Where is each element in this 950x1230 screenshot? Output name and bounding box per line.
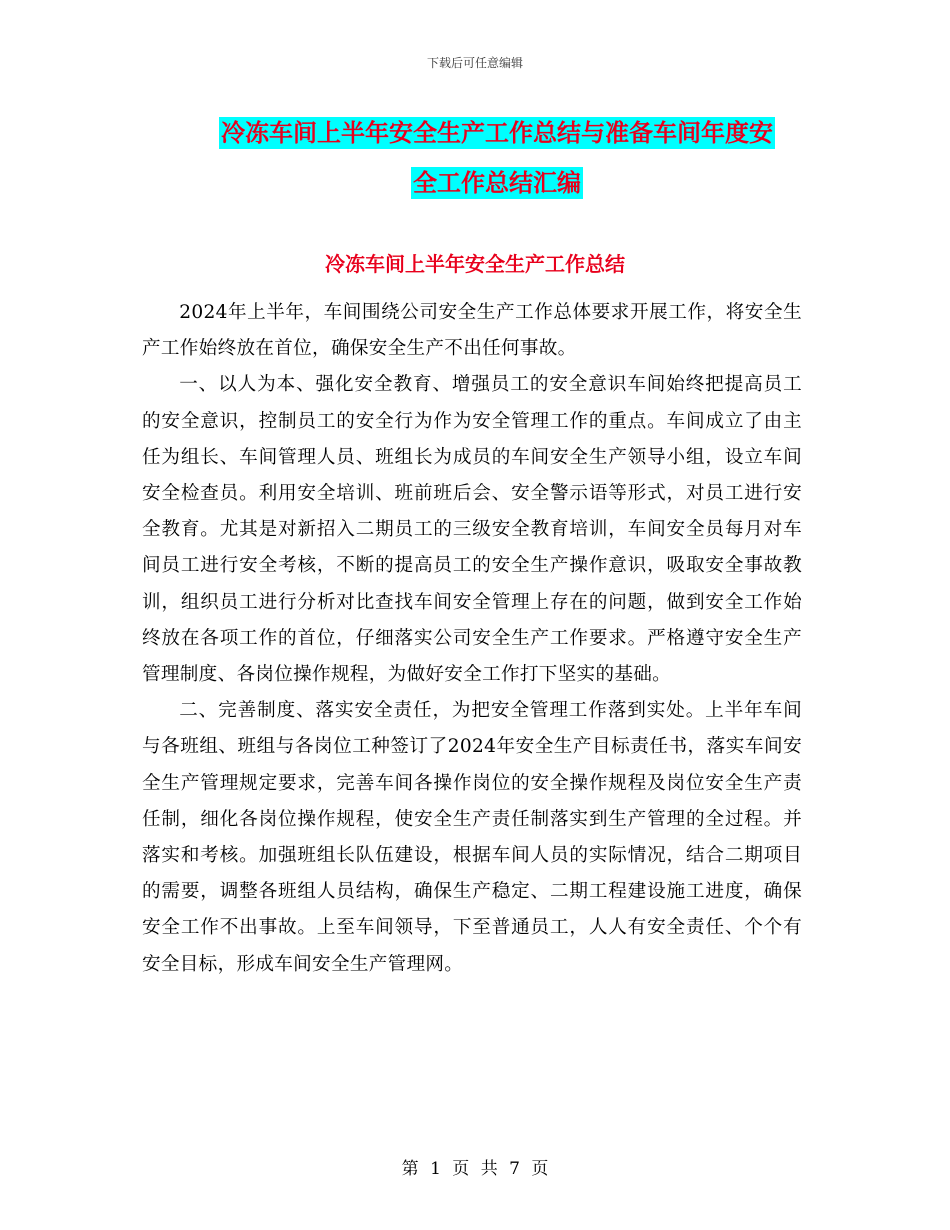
- document-title-line-1: 冷冻车间上半年安全生产工作总结与准备车间年度安: [221, 119, 773, 147]
- section-title: 冷冻车间上半年安全生产工作总结: [325, 252, 625, 276]
- paragraph-intro: 2024年上半年，车间围绕公司安全生产工作总体要求开展工作，将安全生产工作始终放在首位，确保安全生产不出任何事故。: [142, 302, 802, 360]
- paragraph-responsibility: 二、完善制度、落实安全责任，为把安全管理工作落到实处。上半年车间与各班组、班组与各岗位工种签订了2024年安全生产目标责任书，落实车间安全生产管理规定要求，完善车间各操作岗位的安全操作规程及岗位安全生产责任制，细化各岗位操作规程，使安全生产责任制落实到生产管理的全过程。并落实和考核。加强班组长队伍建设，根据车间人员的实际情况，结合二期项目的需要，调整各班组人员结构，确保生产稳定、二期工程建设施工进度，确保安全工作不出事故。上至车间领导，下至普通员工，人人有安全责任、个个有安全目标，形成车间安全生产管理网。: [142, 700, 802, 975]
- document-title-line-2: 全工作总结汇编: [413, 169, 581, 197]
- document-title: [190, 108, 804, 208]
- paragraph-safety-education: 一、以人为本、强化安全教育、增强员工的安全意识车间始终把提高员工的安全意识，控制员工的安全行为作为安全管理工作的重点。车间成立了由主任为组长、车间管理人员、班组长为成员的车间安全生产领导小组，设立车间安全检查员。利用安全培训、班前班后会、安全警示语等形式，对员工进行安全教育。尤其是对新招入二期员工的三级安全教育培训，车间安全员每月对车间员工进行安全考核，不断的提高员工的安全生产操作意识，吸取安全事故教训，组织员工进行分析对比查找车间安全管理上存在的问题，做到安全工作始终放在各项工作的首位，仔细落实公司安全生产工作要求。严格遵守安全生产管理制度、各岗位操作规程，为做好安全工作打下坚实的基础。: [142, 374, 802, 686]
- page-header-note: 下载后可任意编辑: [426, 56, 523, 70]
- page-number: 第 1 页 共 7 页: [401, 1159, 549, 1179]
- document-body: [142, 295, 802, 983]
